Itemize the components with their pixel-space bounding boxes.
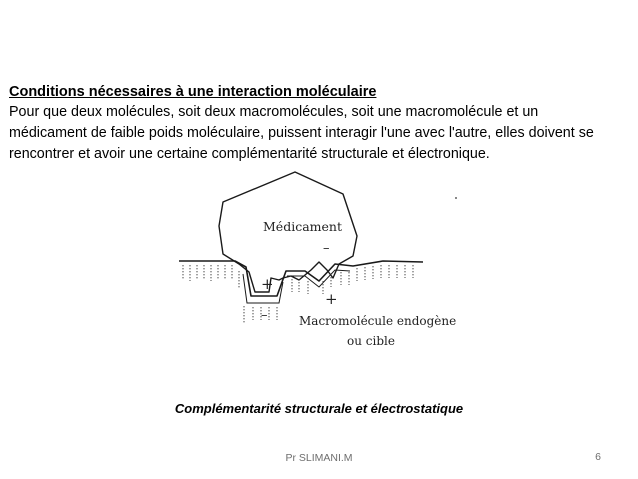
target-label-line-2: ou cible	[347, 334, 395, 348]
drug-minus-sign: –	[323, 241, 330, 256]
pocket-plus-sign: +	[261, 275, 274, 293]
slide-paragraph	[9, 102, 633, 165]
pocket-minus-sign: –	[261, 308, 268, 323]
target-label-line-1: Macromolécule endogène	[299, 314, 457, 328]
page-number: 6	[595, 451, 601, 463]
drug-label: Médicament	[263, 219, 342, 234]
footer-author: Pr SLIMANI.M	[285, 452, 353, 464]
surface-plus-sign: +	[325, 290, 338, 308]
figure-caption: Complémentarité structurale et électrostatique	[174, 401, 464, 416]
paragraph-line-2: médicament de faible poids moléculaire, puissent interagir l'une avec l'autre, elles doivent se	[9, 125, 594, 141]
paragraph-line-1: Pour que deux molécules, soit deux macromolécules, soit une macromolécule et un	[9, 104, 539, 120]
slide-heading: Conditions nécessaires à une interaction moléculaire	[9, 84, 377, 100]
paragraph-line-3: rencontrer et avoir une certaine complémentarité structurale et électronique.	[9, 146, 490, 162]
interaction-diagram	[175, 168, 475, 368]
stray-dot	[455, 197, 457, 199]
